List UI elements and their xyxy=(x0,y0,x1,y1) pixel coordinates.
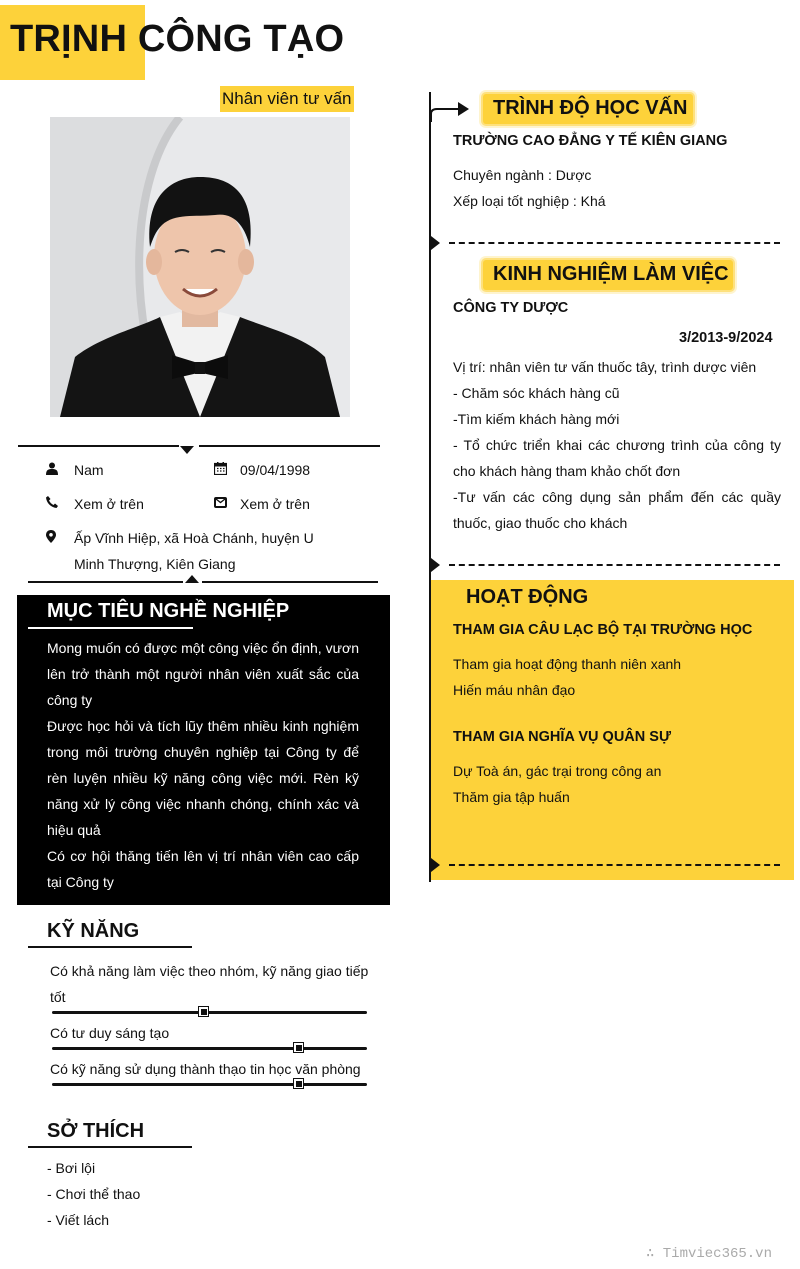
activity-line: Hiến máu nhân đạo xyxy=(453,682,576,698)
timeline-line xyxy=(429,92,431,882)
education-major: Chuyên ngành : Dược xyxy=(453,167,592,183)
watermark: ∴ Timviec365.vn xyxy=(645,1246,772,1262)
user-icon xyxy=(45,461,59,475)
timeline-marker-icon xyxy=(431,858,440,872)
experience-period: 3/2013-9/2024 xyxy=(679,330,773,346)
profile-photo xyxy=(50,117,350,417)
skills-underline xyxy=(28,946,192,948)
objective-underline xyxy=(28,627,193,629)
skill-label: Có kỹ năng sử dụng thành thạo tin học văn phòng xyxy=(50,1061,361,1077)
experience-company: CÔNG TY DƯỢC xyxy=(453,300,569,316)
birthday-value: 09/04/1998 xyxy=(240,462,311,478)
skill-level-handle xyxy=(293,1042,304,1053)
activity-group-title: THAM GIA NGHĨA VỤ QUÂN SỰ xyxy=(453,729,671,745)
activity-group-title: THAM GIA CÂU LẠC BỘ TẠI TRƯỜNG HỌC xyxy=(453,622,753,638)
experience-details xyxy=(453,354,781,536)
info-divider-bottom-left xyxy=(28,581,183,583)
section-divider xyxy=(449,864,780,866)
address-line-2: Minh Thượng, Kiên Giang xyxy=(74,556,236,572)
info-divider-top-right xyxy=(199,445,380,447)
email-value: Xem ở trên xyxy=(240,496,310,512)
experience-line: -Tư vấn các công dụng sản phẩm đến các quầy thuốc, giao thuốc cho khách xyxy=(453,489,781,531)
objective-paragraph: Có cơ hội thăng tiến lên vị trí nhân viên cao cấp tại Công ty xyxy=(47,848,359,890)
activities-title: HOẠT ĐỘNG xyxy=(466,586,589,608)
gender-value: Nam xyxy=(74,462,104,478)
triangle-down-icon xyxy=(180,446,194,454)
info-divider-bottom-right xyxy=(202,581,378,583)
address-line-1: Ấp Vĩnh Hiệp, xã Hoà Chánh, huyện U xyxy=(74,530,314,546)
activity-line: Thăm gia tập huấn xyxy=(453,789,570,805)
activity-line: Dự Toà án, gác trại trong công an xyxy=(453,763,662,779)
experience-line: - Chăm sóc khách hàng cũ xyxy=(453,385,620,401)
hobby-item: - Chơi thể thao xyxy=(47,1186,141,1202)
info-divider-top-left xyxy=(18,445,179,447)
job-title: Nhân viên tư vấn xyxy=(220,86,354,112)
skill-label: Có khả năng làm việc theo nhóm, kỹ năng giao tiếp tốt xyxy=(50,963,369,1005)
hobby-item: - Viết lách xyxy=(47,1212,109,1228)
timeline-marker-icon xyxy=(431,558,440,572)
skill-label: Có tư duy sáng tạo xyxy=(50,1025,170,1041)
phone-icon xyxy=(45,495,59,509)
skill-bar xyxy=(52,1011,367,1014)
education-school: TRƯỜNG CAO ĐẲNG Y TẾ KIÊN GIANG xyxy=(453,133,728,149)
skill-level-handle xyxy=(198,1006,209,1017)
education-grade: Xếp loại tốt nghiệp : Khá xyxy=(453,193,606,209)
timeline-marker-icon xyxy=(431,236,440,250)
calendar-icon xyxy=(213,461,227,475)
skill-level-handle xyxy=(293,1078,304,1089)
map-marker-icon xyxy=(44,529,58,543)
skill-bar xyxy=(52,1083,367,1086)
timeline-arrow-icon xyxy=(431,100,471,129)
section-divider xyxy=(449,564,780,566)
objective-paragraph: Được học hỏi và tích lũy thêm nhiều kinh nghiệm trong môi trường chuyên nghiệp tại Công ty để rèn luyện nhiều kỹ năng công việc mới. Rèn kỹ năng xử lý công việc nhanh chóng, chính xác và hiệu quả xyxy=(47,718,359,838)
hobby-item: - Bơi lội xyxy=(47,1160,96,1176)
objective-paragraph: Mong muốn có được một công việc ổn định, vươn lên trở thành một người nhân viên xuất sắc của công ty xyxy=(47,640,359,708)
hobbies-underline xyxy=(28,1146,192,1148)
phone-value: Xem ở trên xyxy=(74,496,144,512)
activity-line: Tham gia hoạt động thanh niên xanh xyxy=(453,656,682,672)
experience-line: Vị trí: nhân viên tư vấn thuốc tây, trình dược viên xyxy=(453,359,757,375)
triangle-up-icon xyxy=(185,575,199,583)
candidate-name: TRỊNH CÔNG TẠO xyxy=(10,18,345,60)
experience-line: -Tìm kiếm khách hàng mới xyxy=(453,411,620,427)
envelope-icon xyxy=(213,495,227,509)
skills-title: KỸ NĂNG xyxy=(47,920,140,942)
objective-title: MỤC TIÊU NGHỀ NGHIỆP xyxy=(47,600,290,622)
education-title: TRÌNH ĐỘ HỌC VẤN xyxy=(493,97,688,119)
experience-line: - Tổ chức triển khai các chương trình của công ty cho khách hàng tham khảo chốt đơn xyxy=(453,437,781,479)
experience-title: KINH NGHIỆM LÀM VIỆC xyxy=(493,263,729,285)
section-divider xyxy=(449,242,780,244)
skill-bar xyxy=(52,1047,367,1050)
objective-text xyxy=(47,635,359,895)
hobbies-title: SỞ THÍCH xyxy=(47,1120,145,1142)
